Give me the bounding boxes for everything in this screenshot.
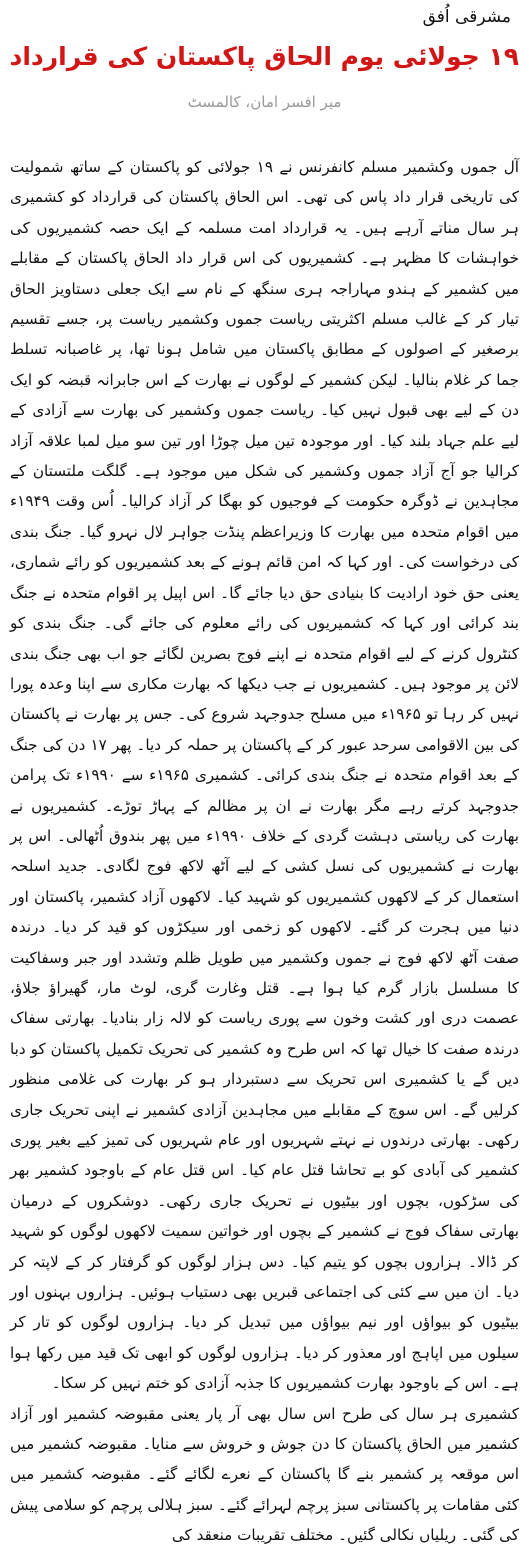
article-paragraph-1: آل جموں وکشمیر مسلم کانفرنس نے ۱۹ جولائی کو پاکستان کے ساتھ شمولیت کی تاریخی قرار داد پاس کی تھی۔ اس الحاق پاکستان کی قرارداد کو کشمیری ہر سال مناتے آرہے ہیں۔ یہ قرارداد امت مسلمہ کے ایک حصہ کشمیریوں کی خواہشات کا مظہر ہے۔ کشمیریوں کی اس قرار داد الحاق پاکستان کے مقابلے میں کشمیر کے ہندو مہاراجہ ہری سنگھ کے نام سے ایک جعلی دستاویز الحاق تیار کر کے غالب مسلم اکثریتی ریاست جموں وکشمیر ریاست پر، جسے تقسیم برصغیر کے اصولوں کے مطابق پاکستان میں شامل ہونا تھا، پر غاصبانہ تسلط جما کر غلام بنالیا۔ لیکن کشمیر کے لوگوں نے بھارت کے اس جابرانہ قبضہ کو ایک دن کے لیے بھی قبول نہیں کیا۔ ریاست جموں وکشمیر کی بھارت سے آزادی کے لیے علم جہاد بلند کیا۔ اور موجودہ تین میل چوڑا اور تین سو میل لمبا علاقہ آزاد کرالیا جو آج آزاد جموں وکشمیر کی شکل میں موجود ہے۔ گلگت ملتستان کے مجاہدین نے ڈوگرہ حکومت کے فوجیوں کو بھگا کر آزاد کرالیا۔ اُس وقت ۱۹۴۹ء میں اقوام متحدہ میں بھارت کا وزیراعظم پنڈت جواہر لال نہرو گیا۔ جنگ بندی کی درخواست کی۔ اور کہا کہ امن قائم ہونے کے بعد کشمیریوں کو رائے شماری، یعنی حق خود ارادیت کا بنیادی حق دیا جائے گا۔ اس اپیل پر اقوام متحدہ نے جنگ بند کرائی اور کہا کہ کشمیریوں کی رائے معلوم کی جائے گی۔ جنگ بندی کو کنٹرول کرنے کے لیے اقوام متحدہ نے اپنے فوج بصرین لگائے جو اب بھی جنگ بندی لائن پر موجود ہیں۔ کشمیریوں نے جب دیکھا کہ بھارت مکاری سے اپنا وعدہ پورا نہیں کر رہا تو ۱۹۶۵ء میں مسلح جدوجہد شروع کی۔ جس پر بھارت نے پاکستان کی بین الاقوامی سرحد عبور کر کے پاکستان پر حملہ کر دیا۔ پھر ۱۷ دن کی جنگ کے بعد اقوام متحدہ نے جنگ بندی کرائی۔ کشمیری ۱۹۶۵ء سے ۱۹۹۰ء تک پرامن جدوجہد کرتے رہے مگر بھارت نے ان پر مظالم کے پہاڑ توڑے۔ کشمیریوں نے بھارت کی ریاستی دہشت گردی کے خلاف ۱۹۹۰ء میں پھر بندوق اُٹھالی۔ اس پر بھارت نے کشمیریوں کی نسل کشی کے لیے آٹھ لاکھ فوج لگادی۔ جدید اسلحہ استعمال کر کے لاکھوں کشمیریوں کو شہید کیا۔ لاکھوں آزاد کشمیر، پاکستان اور دنیا میں ہجرت کر گئے۔ لاکھوں کو زخمی اور سیکڑوں کو قید کر دیا۔ درندہ صفت آٹھ لاکھ فوج نے جموں وکشمیر میں طویل ظلم وتشدد اور جبر وسفاکیت کا مسلسل بازار گرم کیا ہوا ہے۔ قتل وغارت گری، لوٹ مار، گھیراؤ جلاؤ، عصمت دری اور کشت وخون سے پوری ریاست کو لالہ زار بنادیا۔ بھارتی سفاک درندہ صفت کا خیال تھا کہ اس طرح وہ کشمیر کی تحریک تکمیل پاکستان کو دبا دیں گے یا کشمیری اس تحریک سے دستبردار ہو کر بھارت کی غلامی منظور کرلیں گے۔ اس سوچ کے مقابلے میں مجاہدین آزادی کشمیر نے اپنی تحریک جاری رکھی۔ بھارتی درندوں نے نہتے شہریوں اور عام شہریوں کی تمیز کیے بغیر پوری کشمیر کی آبادی کو بے تحاشا قتل عام کیا۔ اس قتل عام کے باوجود کشمیر بھر کی سڑکوں، بچوں اور بیٹیوں نے تحریک جاری رکھی۔ دوشکروں کے درمیان بھارتی سفاک فوج نے کشمیر کے بچوں اور خواتین سمیت لاکھوں لوگوں کو شہید کر ڈالا۔ ہزاروں بچوں کو یتیم کیا۔ دس ہزار لوگوں کو گرفتار کر کے لاپتہ کر دیا۔ ان میں سے کئی کی اجتماعی قبریں بھی دستیاب ہوئیں۔ ہزاروں بہنوں اور بیٹیوں کو بیواؤں اور نیم بیواؤں میں تبدیل کر دیا۔ ہزاروں لوگوں کو تار کر سیلوں میں اپاہج اور معذور کر دیا۔ ہزاروں لوگوں کو ابھی تک قید میں رکھا ہوا ہے۔ اس کے باوجود بھارت کشمیریوں کا جذبہ آزادی کو ختم نہیں کر سکا۔ bbox=[10, 158, 520, 1393]
article-body bbox=[10, 152, 519, 1551]
article-paragraph-2: کشمیری ہر سال کی طرح اس سال بھی آر پار یعنی مقبوضہ کشمیر اور آزاد کشمیر میں الحاق پاکستان کا دن جوش و خروش سے منایا۔ مقبوضہ کشمیر میں اس موقعہ پر کشمیر بنے گا پاکستان کے نعرے لگائے گئے۔ مقبوضہ کشمیر میں کئی مقامات پر پاکستانی سبز پرچم لہرائے گئے۔ سبز ہلالی پرچم کو سلامی پیش کی گئی۔ ریلیاں نکالی گئیں۔ مختلف تقریبات منعقد کی bbox=[10, 1404, 519, 1545]
column-section-label: مشرقی اُفق bbox=[422, 7, 511, 27]
article-headline: ۱۹ جولائی یوم الحاق پاکستان کی قرارداد bbox=[9, 42, 519, 71]
article-byline: میر افسر امان، کالمسٹ bbox=[187, 93, 342, 111]
